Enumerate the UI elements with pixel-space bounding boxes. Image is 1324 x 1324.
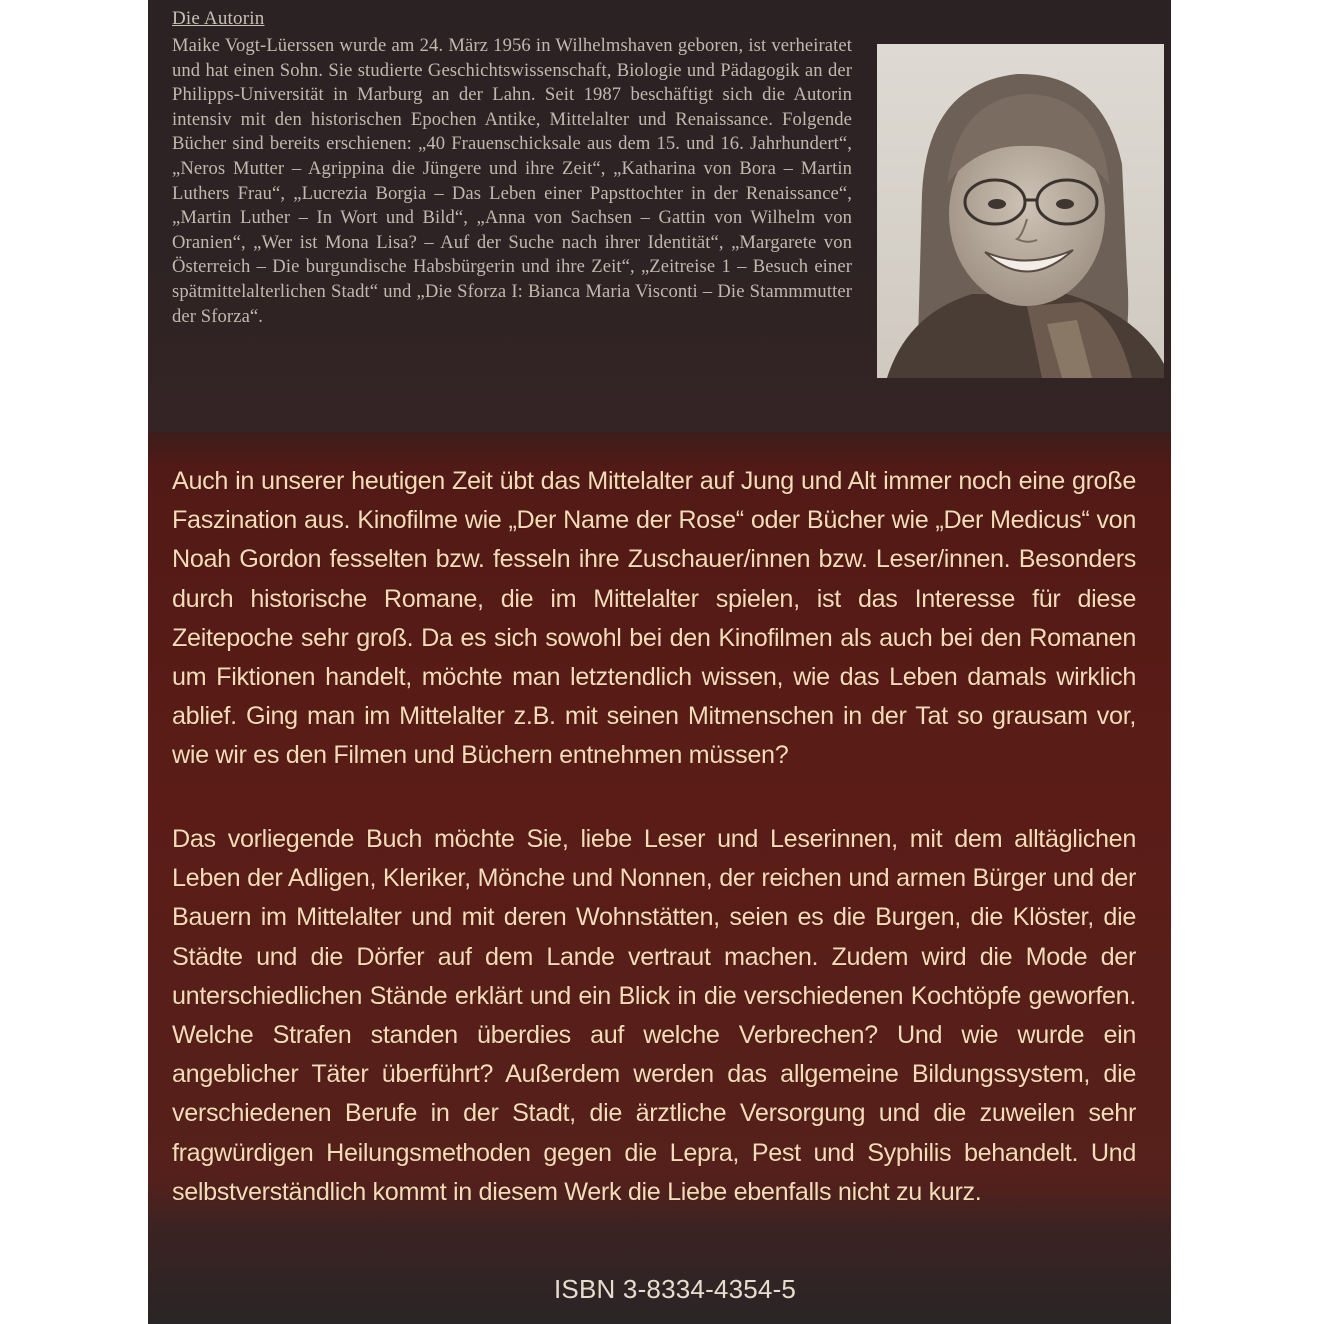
author-portrait-image xyxy=(877,44,1164,378)
blurb-paragraph-1: Auch in unserer heutigen Zeit übt das Mittelalter auf Jung und Alt immer noch eine große Faszination aus. Kinofilme wie „Der Name der Rose“ oder Bücher wie „Der Medicus“ von Noah Gordon fesselten bzw. fesseln ihre Zuschauer/innen bzw. Leser/innen. Besonders durch historische Romane, die im Mittelalter spielen, ist das Interesse für diese Zeitepoche sehr groß. Da es sich sowohl bei den Kinofilmen als auch bei den Romanen um Fiktionen handelt, möchte man letztendlich wissen, wie das Leben damals wirklich ablief. Ging man im Mittelalter z.B. mit seinen Mitmenschen in der Tat so grausam vor, wie wir es den Filmen und Büchern entnehmen müssen? xyxy=(172,467,1136,770)
blurb-paragraph-2: Das vorliegende Buch möchte Sie, liebe Leser und Leserinnen, mit dem alltäglichen Leben der Adligen, Kleriker, Mönche und Nonnen, der reichen und armen Bürger und der Bauern im Mittelalter und mit deren Wohnstätten, seien es die Burgen, die Klöster, die Städte und die Dörfer auf dem Lande vertraut machen. Zudem wird die Mode der unterschiedlichen Stände erklärt und ein Blick in die verschiedenen Kochtöpfe geworfen. Welche Strafen standen überdies auf welche Verbrechen? Und wie wurde ein angeblicher Täter überführt? Außerdem werden das allgemeine Bildungssystem, die verschiedenen Berufe in der Stadt, die ärztliche Versorgung und die zuweilen sehr fragwürdigen Heilungsmethoden gegen die Lepra, Pest und Syphilis behandelt. Und selbstverständlich kommt in diesem Werk die Liebe ebenfalls nicht zu kurz. xyxy=(172,825,1136,1206)
isbn-number: ISBN 3-8334-4354-5 xyxy=(554,1274,797,1304)
book-back-cover xyxy=(148,0,1171,1324)
author-bio: Maike Vogt-Lüerssen wurde am 24. März 1956 in Wilhelmshaven geboren, ist verheiratet und hat einen Sohn. Sie studierte Geschichtswissenschaft, Biologie und Pädagogik an der Philipps-Universität in Marburg an der Lahn. Seit 1987 beschäftigt sich die Autorin intensiv mit den historischen Epochen Antike, Mittelalter und Renaissance. Folgende Bücher sind bereits erschienen: „40 Frauenschicksale aus dem 15. und 16. Jahrhundert“, „Neros Mutter – Agrippina die Jüngere und ihre Zeit“, „Katharina von Bora – Martin Luthers Frau“, „Lucrezia Borgia – Das Leben einer Papsttochter in der Renaissance“, „Martin Luther – In Wort und Bild“, „Anna von Sachsen – Gattin von Wilhelm von Oranien“, „Wer ist Mona Lisa? – Auf der Suche nach ihrer Identität“, „Margarete von Österreich – Die burgundische Habsbürgerin und ihre Zeit“, „Zeitreise 1 – Besuch einer spätmittelalterlichen Stadt“ und „Die Sforza I: Bianca Maria Visconti – Die Stammmutter der Sforza“. xyxy=(172,35,852,327)
author-panel xyxy=(148,0,1171,432)
author-photo xyxy=(877,44,1164,378)
author-heading: Die Autorin xyxy=(172,8,265,29)
